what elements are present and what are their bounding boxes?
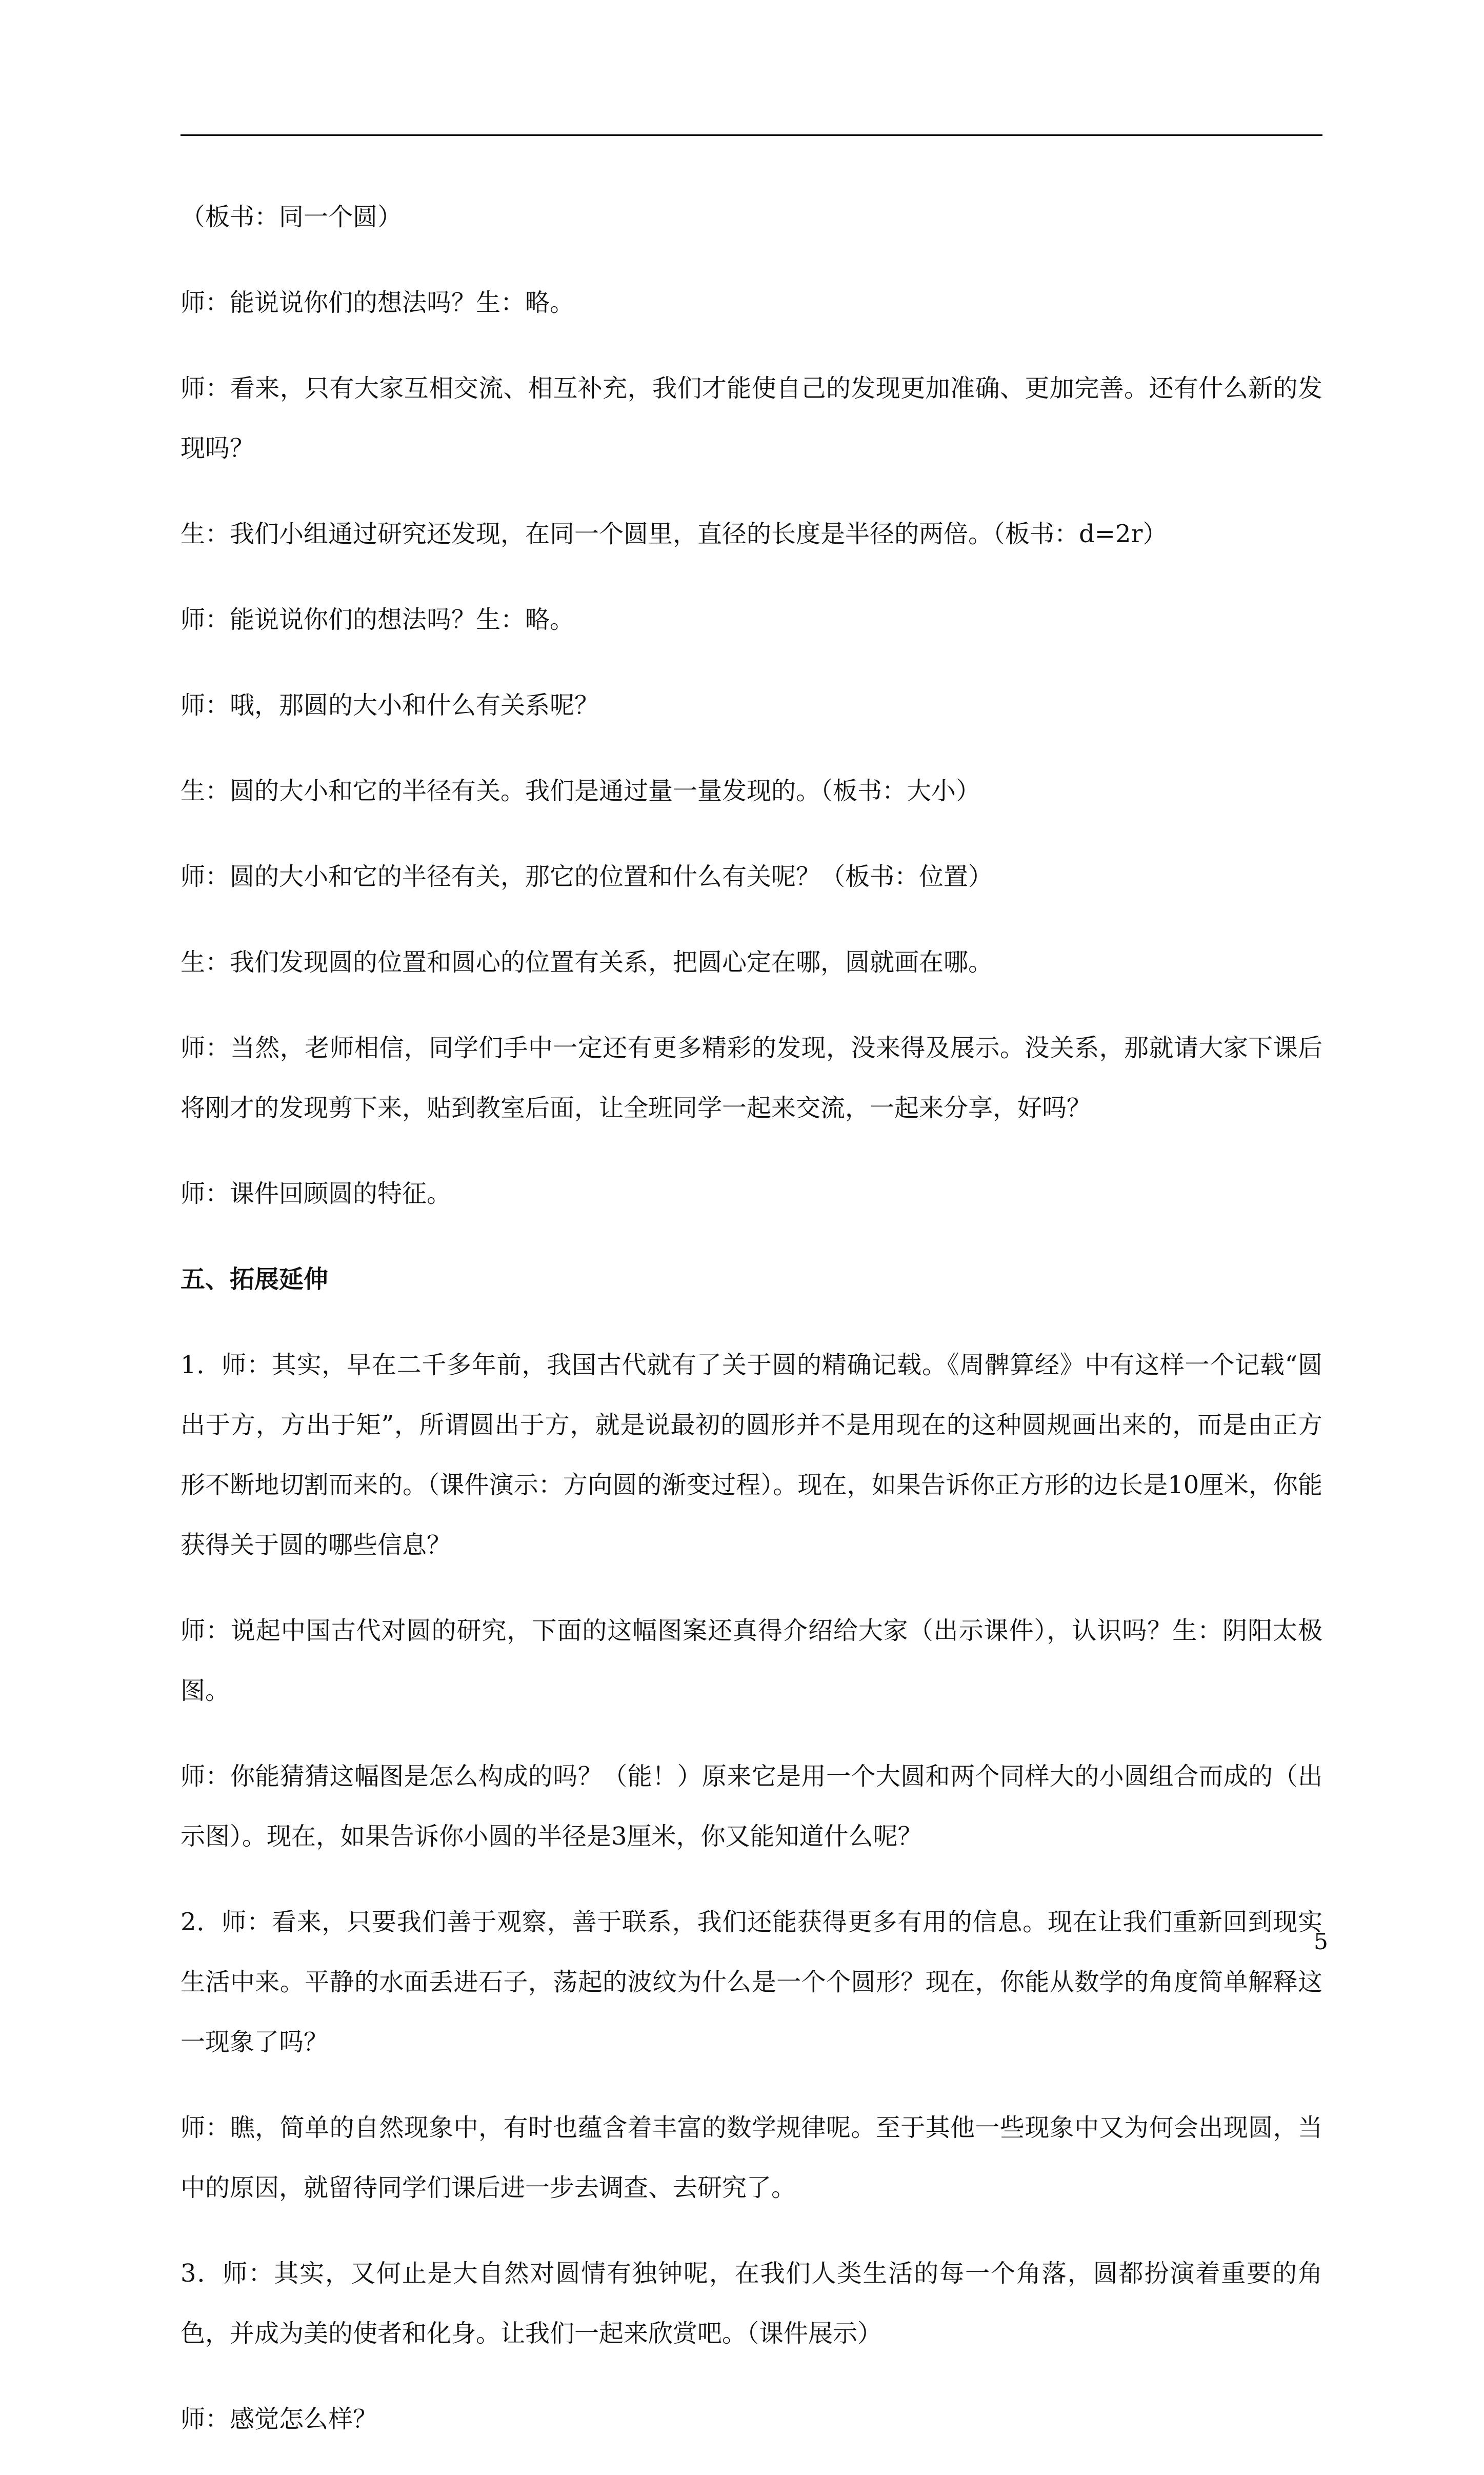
paragraph: 师：说起中国古代对圆的研究，下面的这幅图案还真得介绍给大家（出示课件），认识吗？生：阴阳太极图。 [181,1616,1322,1705]
paragraph: 2．师：看来，只要我们善于观察，善于联系，我们还能获得更多有用的信息。现在让我们重新回到现实生活中来。平静的水面丢进石子，荡起的波纹为什么是一个个圆形？现在，你能从数学的角度简单解释这一现象了吗？ [181,1908,1322,2056]
page-number: 5 [1314,1929,1328,1955]
paragraph: 生：我们发现圆的位置和圆心的位置有关系，把圆心定在哪，圆就画在哪。 [181,948,993,977]
paragraph: 生：圆的大小和它的半径有关。我们是通过量一量发现的。（板书：大小） [181,777,981,805]
paragraph: 师：能说说你们的想法吗？生：略。 [181,605,575,634]
paragraph: 师：圆的大小和它的半径有关，那它的位置和什么有关呢？（板书：位置） [181,862,993,891]
section-heading: 五、拓展延伸 [181,1265,329,1294]
paragraph: （板书：同一个圆） [181,203,403,231]
paragraph: 生：我们小组通过研究还发现，在同一个圆里，直径的长度是半径的两倍。（板书：d=2r） [181,520,1168,548]
paragraph: 师：课件回顾圆的特征。 [181,1179,452,1208]
paragraph: 1．师：其实，早在二千多年前，我国古代就有了关于圆的精确记载。《周髀算经》中有这样一个记载“圆出于方，方出于矩”，所谓圆出于方，就是说最初的圆形并不是用现在的这种圆规画出来的，而是由正方形不断地切割而来的。（课件演示：方向圆的渐变过程）。现在，如果告诉你正方形的边长是10厘米，你能获得关于圆的哪些信息？ [181,1351,1322,1559]
paragraph: 师：看来，只有大家互相交流、相互补充，我们才能使自己的发现更加准确、更加完善。还有什么新的发现吗？ [181,374,1322,463]
paragraph: 师：你能猜猜这幅图是怎么构成的吗？（能！）原来它是用一个大圆和两个同样大的小圆组合而成的（出示图）。现在，如果告诉你小圆的半径是3厘米，你又能知道什么呢？ [181,1762,1322,1851]
document-body [181,187,1322,2475]
paragraph: 师：哦，那圆的大小和什么有关系呢？ [181,691,599,720]
paragraph: 师：感觉怎么样？ [181,2405,378,2433]
paragraph: 3．师：其实，又何止是大自然对圆情有独钟呢，在我们人类生活的每一个角落，圆都扮演着重要的角色，并成为美的使者和化身。让我们一起来欣赏吧。（课件展示） [181,2259,1322,2348]
paragraph: 师：瞧，简单的自然现象中，有时也蕴含着丰富的数学规律呢。至于其他一些现象中又为何会出现圆，当中的原因，就留待同学们课后进一步去调查、去研究了。 [181,2113,1322,2202]
paragraph: 师：能说说你们的想法吗？生：略。 [181,288,575,317]
header-rule [181,134,1322,136]
paragraph: 师：当然，老师相信，同学们手中一定还有更多精彩的发现，没来得及展示。没关系，那就请大家下课后将刚才的发现剪下来，贴到教室后面，让全班同学一起来交流，一起来分享，好吗？ [181,1034,1322,1122]
